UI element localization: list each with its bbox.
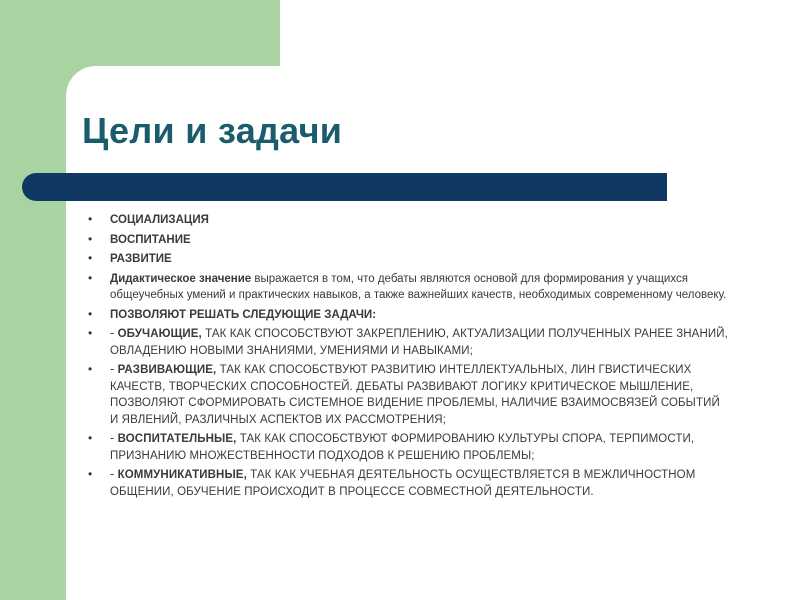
bullet-dot-icon: • bbox=[88, 431, 93, 445]
list-item: • - ОБУЧАЮЩИЕ, ТАК КАК СПОСОБСТВУЮТ ЗАКРЕПЛЕНИЮ, АКТУАЛИЗАЦИИ ПОЛУЧЕННЫХ РАНЕЕ ЗНАНИЙ, ОВЛАДЕНИЮ НОВЫМИ ЗНАНИЯМИ, УМЕНИЯМИ И НАВЫКАМИ; bbox=[88, 326, 728, 357]
bullet-dot-icon: • bbox=[88, 231, 93, 246]
list-item: • - ВОСПИТАТЕЛЬНЫЕ, ТАК КАК СПОСОБСТВУЮТ ФОРМИРОВАНИЮ КУЛЬТУРЫ СПОРА, ТЕРПИМОСТИ, ПРИЗНАНИЮ МНОЖЕСТВЕННОСТИ ПОДХОДОВ К РЕШЕНИЮ ПРОБЛЕМЫ; bbox=[88, 431, 695, 462]
list-item: • СОЦИАЛИЗАЦИЯ bbox=[88, 212, 209, 226]
bullet-dot-icon: • bbox=[88, 306, 93, 321]
slide-title: Цели и задачи bbox=[82, 110, 343, 151]
list-item: • ПОЗВОЛЯЮТ РЕШАТЬ СЛЕДУЮЩИЕ ЗАДАЧИ: bbox=[88, 306, 377, 321]
bullet-dot-icon: • bbox=[88, 362, 93, 376]
list-item: • РАЗВИТИЕ bbox=[88, 251, 172, 265]
title-underline-bar bbox=[22, 173, 667, 201]
bullet-dot-icon: • bbox=[88, 467, 93, 481]
list-item: • ВОСПИТАНИЕ bbox=[88, 231, 191, 246]
background-left-strip bbox=[0, 0, 66, 600]
bullet-list bbox=[88, 212, 728, 503]
list-item: • Дидактическое значение выражается в том, что дебаты являются основой для формирования у учащихся общеучебных умений и практических навыков, а также важнейших качеств, необходимых современному человеку. bbox=[88, 270, 727, 301]
bullet-dot-icon: • bbox=[88, 251, 93, 265]
bullet-dot-icon: • bbox=[88, 212, 93, 226]
list-item: • - КОММУНИКАТИВНЫЕ, ТАК КАК УЧЕБНАЯ ДЕЯТЕЛЬНОСТЬ ОСУЩЕСТВЛЯЕТСЯ В МЕЖЛИЧНОСТНОМ ОБЩЕНИИ, ОБУЧЕНИЕ ПРОИСХОДИТ В ПРОЦЕССЕ СОВМЕСТНОЙ ДЕЯТЕЛЬНОСТИ. bbox=[88, 467, 696, 498]
bullet-dot-icon: • bbox=[88, 270, 93, 285]
bullet-dot-icon: • bbox=[88, 326, 93, 340]
list-item: • - РАЗВИВАЮЩИЕ, ТАК КАК СПОСОБСТВУЮТ РАЗВИТИЮ ИНТЕЛЛЕКТУАЛЬНЫХ, ЛИН ГВИСТИЧЕСКИХ КАЧЕСТВ, ТВОРЧЕСКИХ СПОСОБНОСТЕЙ. ДЕБАТЫ РАЗВИВАЮТ ЛОГИКУ КРИТИЧЕСКОЕ МЫШЛЕНИЕ, ПОЗВОЛЯЮТ СФОРМИРОВАТЬ СИСТЕМНОЕ ВИДЕНИЕ ПРОБЛЕМЫ, НАЛИЧИЕ ВЗАИМОСВЯЗЕЙ СОБЫТИЙ И ЯВЛЕНИЙ, РАЗЛИЧНЫХ АСПЕКТОВ ИХ РАССМОТРЕНИЯ; bbox=[88, 362, 720, 426]
